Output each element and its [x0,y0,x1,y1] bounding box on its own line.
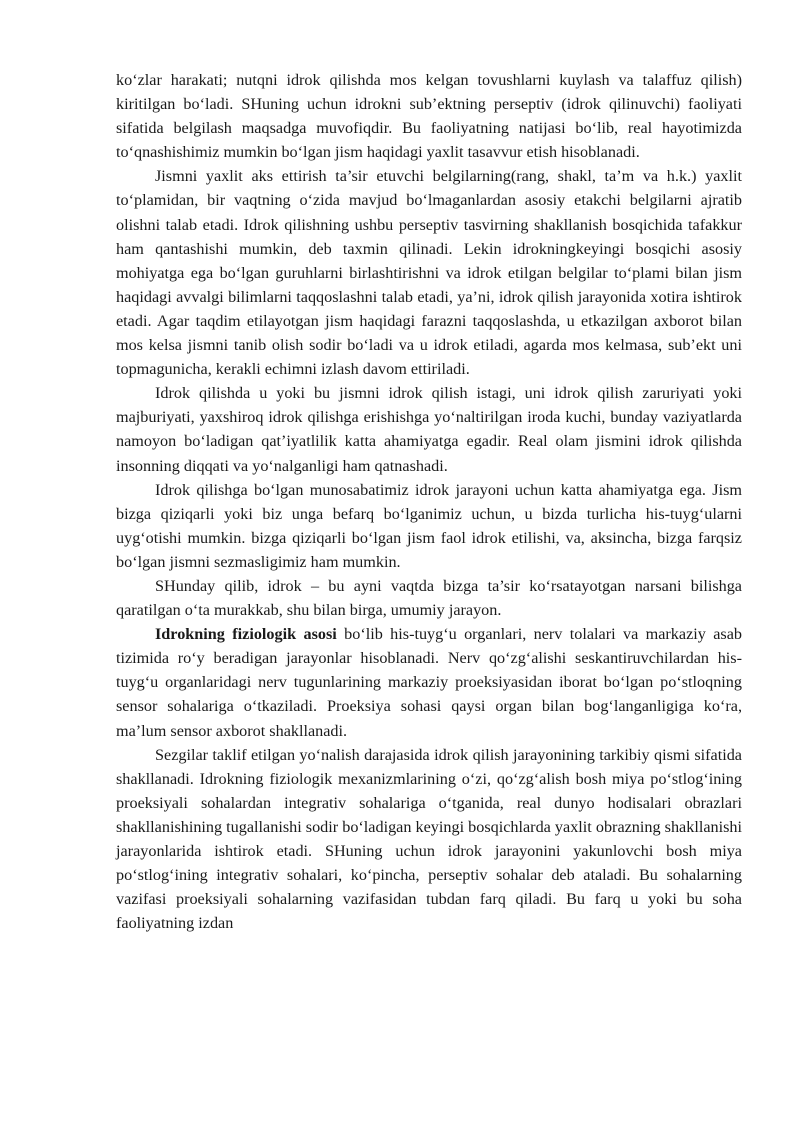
bold-term: Idrokning fiziologik asosi [155,625,337,644]
document-body [116,68,742,935]
paragraph: ko‘zlar harakati; nutqni idrok qilishda mos kelgan tovushlarni kuylash va talaffuz qilish) kiritilgan bo‘ladi. SHuning uchun idrokni sub’ektning perseptiv (idrok qilinuvchi) faoliyati sifatida belgilash maqsadga muvofiqdir. Bu faoliyatning natijasi bo‘lib, real hayotimizda to‘qnashishimiz mumkin bo‘lgan jism haqidagi yaxlit tasavvur etish hisoblanadi. [116,71,742,162]
paragraph: Idrok qilishga bo‘lgan munosabatimiz idrok jarayoni uchun katta ahamiyatga ega. Jism bizga qiziqarli yoki biz unga befarq bo‘lganimiz uchun, u bizda turlicha his-tuyg‘ularni uyg‘otishi mumkin. bizga qiziqarli bo‘lgan jism faol idrok etilishi, va, aksincha, bizga farqsiz bo‘lgan jismni sezmasligimiz ham mumkin. [116,480,742,571]
paragraph: Idrok qilishda u yoki bu jismni idrok qilish istagi, uni idrok qilish zaruriyati yoki majburiyati, yaxshiroq idrok qilishga erishishga yo‘naltirilgan iroda kuchi, bunday vaziyatlarda namoyon bo‘ladigan qat’iyatlilik katta ahamiyatga egadir. Real olam jismini idrok qilishda insonning diqqati va yo‘nalganligi ham qatnashadi. [116,384,742,475]
paragraph: Sezgilar taklif etilgan yo‘nalish darajasida idrok qilish jarayonining tarkibiy qismi sifatida shakllanadi. Idrokning fiziologik mexanizmlarining o‘zi, qo‘zg‘alish bosh miya po‘stlog‘ining proeksiyali sohalardan integrativ sohalariga o‘tganida, real dunyo hodisalari obrazlari shakllanishining tugallanishi sodir bo‘ladigan keyingi bosqichlarda yaxlit obrazning shakllanishi jarayonlarida ishtirok etadi. SHuning uchun idrok jarayonini yakunlovchi bosh miya po‘stlog‘ining integrativ sohalari, ko‘pincha, perseptiv sohalar deb ataladi. Bu sohalarning vazifasi proeksiyali sohalarning vazifasidan tubdan farq qiladi. Bu farq u yoki bu soha faoliyatning izdan [116,745,742,933]
paragraph: Jismni yaxlit aks ettirish ta’sir etuvchi belgilarning(rang, shakl, ta’m va h.k.) yaxlit to‘plamidan, bir vaqtning o‘zida mavjud bo‘lmaganlardan asosiy etakchi belgilarni ajratib olishni talab etadi. Idrok qilishning ushbu perseptiv tasvirning shakllanish bosqichida tafakkur ham qantashishi mumkin, deb taxmin qilinadi. Lekin idrokningkeyingi bosqichi asosiy mohiyatga ega bo‘lgan guruhlarni birlashtirishni va idrok etilgan belgilar to‘plami bilan jism haqidagi avvalgi bilimlarni taqqoslashni talab etadi, ya’ni, idrok qilish jarayonida xotira ishtirok etadi. Agar taqdim etilayotgan jism haqidagi farazni taqqoslashda, u etkazilgan axborot bilan mos kelsa jismni tanib olish sodir bo‘ladi va u idrok etiladi, agarda mos kelmasa, sub’ekt uni topmagunicha, kerakli echimni izlash davom ettiriladi. [116,167,742,379]
paragraph-text: bo‘lib his-tuyg‘u organlari, nerv tolalari va markaziy asab tizimida ro‘y beradigan jarayonlar hisoblanadi. Nerv qo‘zg‘alishi seskantiruvchilardan his-tuyg‘u organlaridagi nerv tugunlarining markaziy proeksiyasidan iborat bo‘lgan po‘stloqning sensor sohalariga o‘tkaziladi. Proeksiya sohasi qaysi organ bilan bog‘langanligiga ko‘ra, ma’lum sensor axborot shakllanadi. [116,625,742,740]
paragraph [116,622,742,742]
paragraph: SHunday qilib, idrok – bu ayni vaqtda bizga ta’sir ko‘rsatayotgan narsani bilishga qaratilgan o‘ta murakkab, shu bilan birga, umumiy jarayon. [116,576,742,620]
